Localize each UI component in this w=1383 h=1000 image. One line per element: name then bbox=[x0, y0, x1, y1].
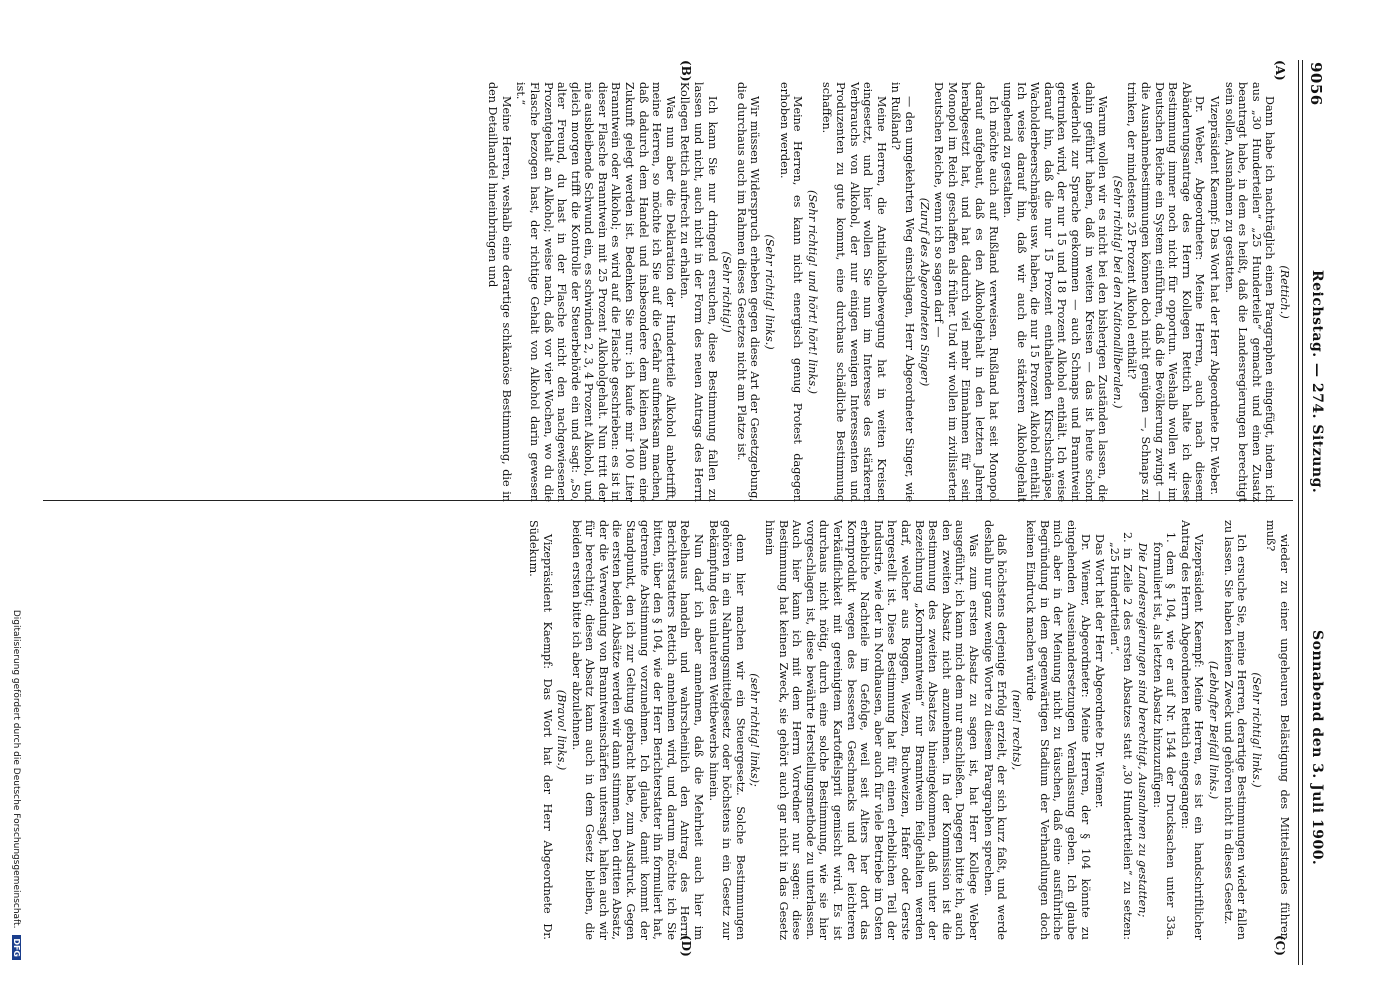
paragraph: — den umgekehrten Weg einschlagen, Herr Abgeordneter Singer, wie in Rußland? bbox=[889, 82, 916, 502]
interjection: (Sehr richtig! links.) bbox=[763, 234, 777, 350]
interjection: (nein! rechts), bbox=[1009, 689, 1023, 771]
interjection: (sehr richtig! links); bbox=[748, 673, 762, 787]
paragraph: Warum wollen wir es nicht bei den bisherigen Zuständen lassen, die dahin geführt haben, daß in weiten Kreisen — das ist heute schon wiederholt zur Sprache gekommen — auch Schnaps und Branntwein getrunken wird, der nur 15 und 18 Prozent Alkohol enthält. Ich weise darauf hin, daß die nur 15 Prozent enthaltenden Kirschschnäpse, Wacholderbeerschnäpse usw. haben, die nur 15 Prozent Alkohol enthält. Ich weise darauf hin, daß wir auch die stärkeren Alkoholgehalt umgehend zu gestalten. bbox=[1001, 82, 1110, 502]
paragraph: Ich möchte auch auf Rußland verweisen. Rußland hat seit Monopol darauf aufgebaut, daß es den Alkoholgehalt in den letzten Jahren herabgesetzt hat, und hat dadurch viel mehr Einnahmen für sein Monopol im Reich geschaffen als früher. Und wir wollen im zivilisierten Deutschen Reiche, wenn ich so sagen darf — bbox=[932, 82, 1000, 502]
paragraph: denn hier machen wir ein Steuergesetz. Solche Bestimmungen gehören in ein Nahrungsmittelgesetz oder höchstens in ein Gesetz zur Bekämpfung des unlauteren Wettbewerbs hinein. bbox=[706, 520, 747, 940]
footer-credit bbox=[11, 0, 21, 960]
interjection: (Sehr richtig!) bbox=[720, 251, 734, 333]
paragraph: Meine Herren, die Antialkoholbewegung hat in weiten Kreisen eingesetzt, und hier wollen Sie nun im Interesse des stärkeren Verbrauchs von Alkohol, der nur einigen wenigen Interessenten und Produzenten zu gute kommt, eine durchaus schädliche Bestimmung schaffen. bbox=[820, 82, 888, 502]
paragraph: Ich kann Sie nur dringend ersuchen, diese Bestimmung fallen zu lassen und nicht, auch nicht in der Form des neuen Antrags des Herrn Kollegen Rettich aufrecht zu erhalten. bbox=[678, 82, 719, 502]
header-rule bbox=[1302, 60, 1303, 965]
page-header-title: Reichstag. — 274. Sitzung. bbox=[1309, 270, 1325, 494]
interjection: (Rettich.) bbox=[1278, 265, 1291, 319]
interjection: (Zuruf des Abgeordneten Singer) bbox=[917, 197, 931, 387]
list-item: 1. dem § 104, wie er auf Nr. 1544 der Drucksachen unter 33a. formuliert ist, als letzten Absatz hinzuzufügen: bbox=[1150, 532, 1178, 940]
margin-marker-c: (C) bbox=[1273, 935, 1287, 956]
page-header-date: Sonnabend den 3. Juli 1900. bbox=[1309, 630, 1325, 866]
margin-marker-a: (A) bbox=[1273, 60, 1287, 81]
paragraph: Wir müssen Widerspruch erheben gegen diese Art der Gesetzgebung, die durchaus auch im Rahmen dieses Gesetzes nicht am Platze ist. bbox=[734, 82, 762, 502]
paragraph: Dr. Weber, Abgeordneter: Meine Herren, auch nach diesem Abänderungsantrage des Herrn Kollegen Rettich halte ich diese Bestimmung immer noch nicht für opportun. Weshalb wollen wir im Deutschen Reiche ein System einführen, daß die Bevölkerung zwingt — die Ausnahmebestimmungen können doch nicht genügen —, Schnaps zu trinken, der mindestens 25 Prozent Alkohol enthält? bbox=[1125, 82, 1207, 502]
interjection: (Sehr richtig! bei den Nationalliberalen.) bbox=[1110, 175, 1124, 409]
text-column-left bbox=[485, 82, 1291, 502]
interjection: (Sehr richtig! und hört! hört! links.) bbox=[805, 189, 819, 395]
list-item: 2. in Zeile 2 des ersten Absatzes statt „30 Hundertteilen“ zu setzen: „25 Hundertteilen“. bbox=[1107, 532, 1135, 940]
paragraph: daß höchstens derjenige Erfolg erzielt, der sich kurz faßt, und werde deshalb nur ganz wenige Worte zu diesem Paragraphen sprechen. bbox=[981, 520, 1009, 940]
margin-marker-b: (B) bbox=[679, 60, 693, 82]
paragraph: Ich ersuche Sie, meine Herren, derartige Bestimmungen wieder fallen zu lassen. Sie haben keinen Zweck und gehören nicht in dieses Gesetz. bbox=[1221, 520, 1249, 940]
paragraph: Nun darf ich aber annehmen, daß die Mehrheit auch hier im Rebelhaus handeln und wahrscheinlich den Antrag des Herrn Berichterstatters Rettich annehmen wird, und darum möchte ich Sie bitten, über den § 104, wie der Herr Berichterstatter ihn formuliert hat, getrennte Abstimmung vorzunehmen. Ich glaube, damit kommt der Standpunkt, den ich zur Geltung gebracht habe, zum Ausdruck. Gegen die ersten beiden Absätze werden wir dann stimmen. Den dritten Absatz, der die Verwendung von Branntweinschärfen untersagt, halten auch wir für berechtigt; diesen Absatz kann auch in dem Gesetz bleiben, die beiden ersten bitte ich aber abzulehnen. bbox=[569, 520, 706, 940]
paragraph: Vizepräsident Kaempf: Das Wort hat der Herr Abgeordnete Dr. Weber. bbox=[1208, 96, 1222, 496]
header-rule bbox=[1298, 60, 1299, 965]
paragraph: Das Wort hat der Herr Abgeordnete Dr. Wiemer. bbox=[1093, 534, 1107, 809]
paragraph: Vizepräsident Kaempf: Meine Herren, es ist ein handschriftlicher Antrag des Herrn Abgeordneten Rettich eingegangen: bbox=[1178, 520, 1206, 940]
margin-marker-d: (D) bbox=[679, 935, 693, 957]
paragraph: Vizepräsident Kaempf: Das Wort hat der Herr Abgeordnete Dr. Südekum. bbox=[526, 520, 554, 940]
interjection: Die Landesregierungen sind berechtigt, Ausnahmen zu gestatten; bbox=[1136, 542, 1150, 918]
page-number: 9056 bbox=[1307, 62, 1325, 106]
paragraph: Meine Herren, weshalb eine derartige schikanöse Bestimmung, die in den Detailhandel hineinbringen und bbox=[486, 82, 513, 502]
paragraph: wieder zu einer ungeheuren Belästigung des Mittelstandes führen muß? bbox=[1264, 520, 1291, 940]
text-column-right bbox=[525, 520, 1291, 940]
paragraph: Was nun aber die Deklaration der Hundertteile Alkohol anbetrifft, meine Herren, so möchte ich Sie auf die Gefahr aufmerksam machen, daß dadurch dem Handel und insbesondere dem kleinen Mann eine Zukunft gelegt werden ist. Bedenken Sie nur: ich kaufe mir 100 Liter Branntwein oder Alkohol; es wird auf die Flasche geschrieben: es ist in dieser Flasche Branntwein mit 25 Prozent Alkoholgehalt. Nun tritt der nie ausbleibende Schwund ein, es schwinden 2, 3, 4 Prozent Alkohol, und gleich morgen trifft die Kontrolle der Steuerbehörde ein und sagt: „So, alter Freund, du hast in der Flasche nicht den nachgewiesenen Prozentgehalt an Alkohol; weise nach, daß vor vier Wochen, wo du die Flasche bezogen hast, der richtige Gehalt von Alkohol darin gewesen ist.“ bbox=[514, 82, 677, 502]
footer-text: Digitalisierung gefördert durch die Deutsche Forschungsgemeinschaft. bbox=[11, 609, 21, 929]
interjection: (Bravo! links.) bbox=[555, 689, 569, 771]
interjection: (Lebhafter Beifall links.) bbox=[1207, 660, 1221, 800]
paragraph: Was zum ersten Absatz zu sagen ist, hat Herr Kollege Weber ausgeführt; ich kann mich dem nur anschließen. Dagegen bitte ich, auch den zweiten Absatz nicht anzunehmen. In der Kommission ist die Bestimmung des zweiten Absatzes hineingekommen, daß unter der Bezeichnung „Kornbranntwein“ nur Branntwein feilgehalten werden darf, welcher aus Roggen, Weizen, Buchweizen, Hafer oder Gerste hergestellt ist. Diese Bestimmung hat für einen erheblichen Teil der Industrie, wie der in Nordhausen, aber auch für viele Betriebe im Osten erhebliche Nachteile im Gefolge, weil seit Alters her dort das Kornprodukt wegen des besseren Geschmacks und der leichteren Verkäuflichkeit mit gereinigtem Kartoffelsprit gemischt wird. Es ist durchaus nicht nötig, durch eine solche Bestimmung, wie sie hier vorgeschlagen ist, diese bewährte Herstellungsmethode zu unterlassen. Auch hier kann ich mit dem Herrn Vorredner nur sagen: diese Bestimmung hat keinen Zweck, sie gehört auch gar nicht in das Gesetz hinein bbox=[763, 520, 980, 940]
column-divider bbox=[43, 500, 1293, 501]
paragraph: Dann habe ich nachträglich einen Paragraphen eingefügt, indem ich aus „30 Hunderteilen“ „25 Hunderteile“ gemacht und einen Zusatz beantragt habe, in dem es heißt, daß die Landesregierungen berechtigt sein sollen, Ausnahmen zu gestatten. bbox=[1222, 82, 1277, 502]
interjection: (Sehr richtig! links.) bbox=[1249, 672, 1263, 788]
paragraph: Dr. Wiemer, Abgeordneter: Meine Herren, der § 104 könnte zu eingehenden Auseinandersetzungen Veranlassung geben. Ich glaube mich aber in der Meinung nicht zu täuschen, daß eine ausführliche Begründung in dem gegenwärtigen Stadium der Verhandlungen doch keinen Eindruck machen würde bbox=[1024, 520, 1092, 940]
paragraph: Meine Herren, es kann nicht energisch genug Protest dagegen erhoben werden. bbox=[777, 82, 805, 502]
dfg-logo: DFG bbox=[12, 935, 21, 960]
